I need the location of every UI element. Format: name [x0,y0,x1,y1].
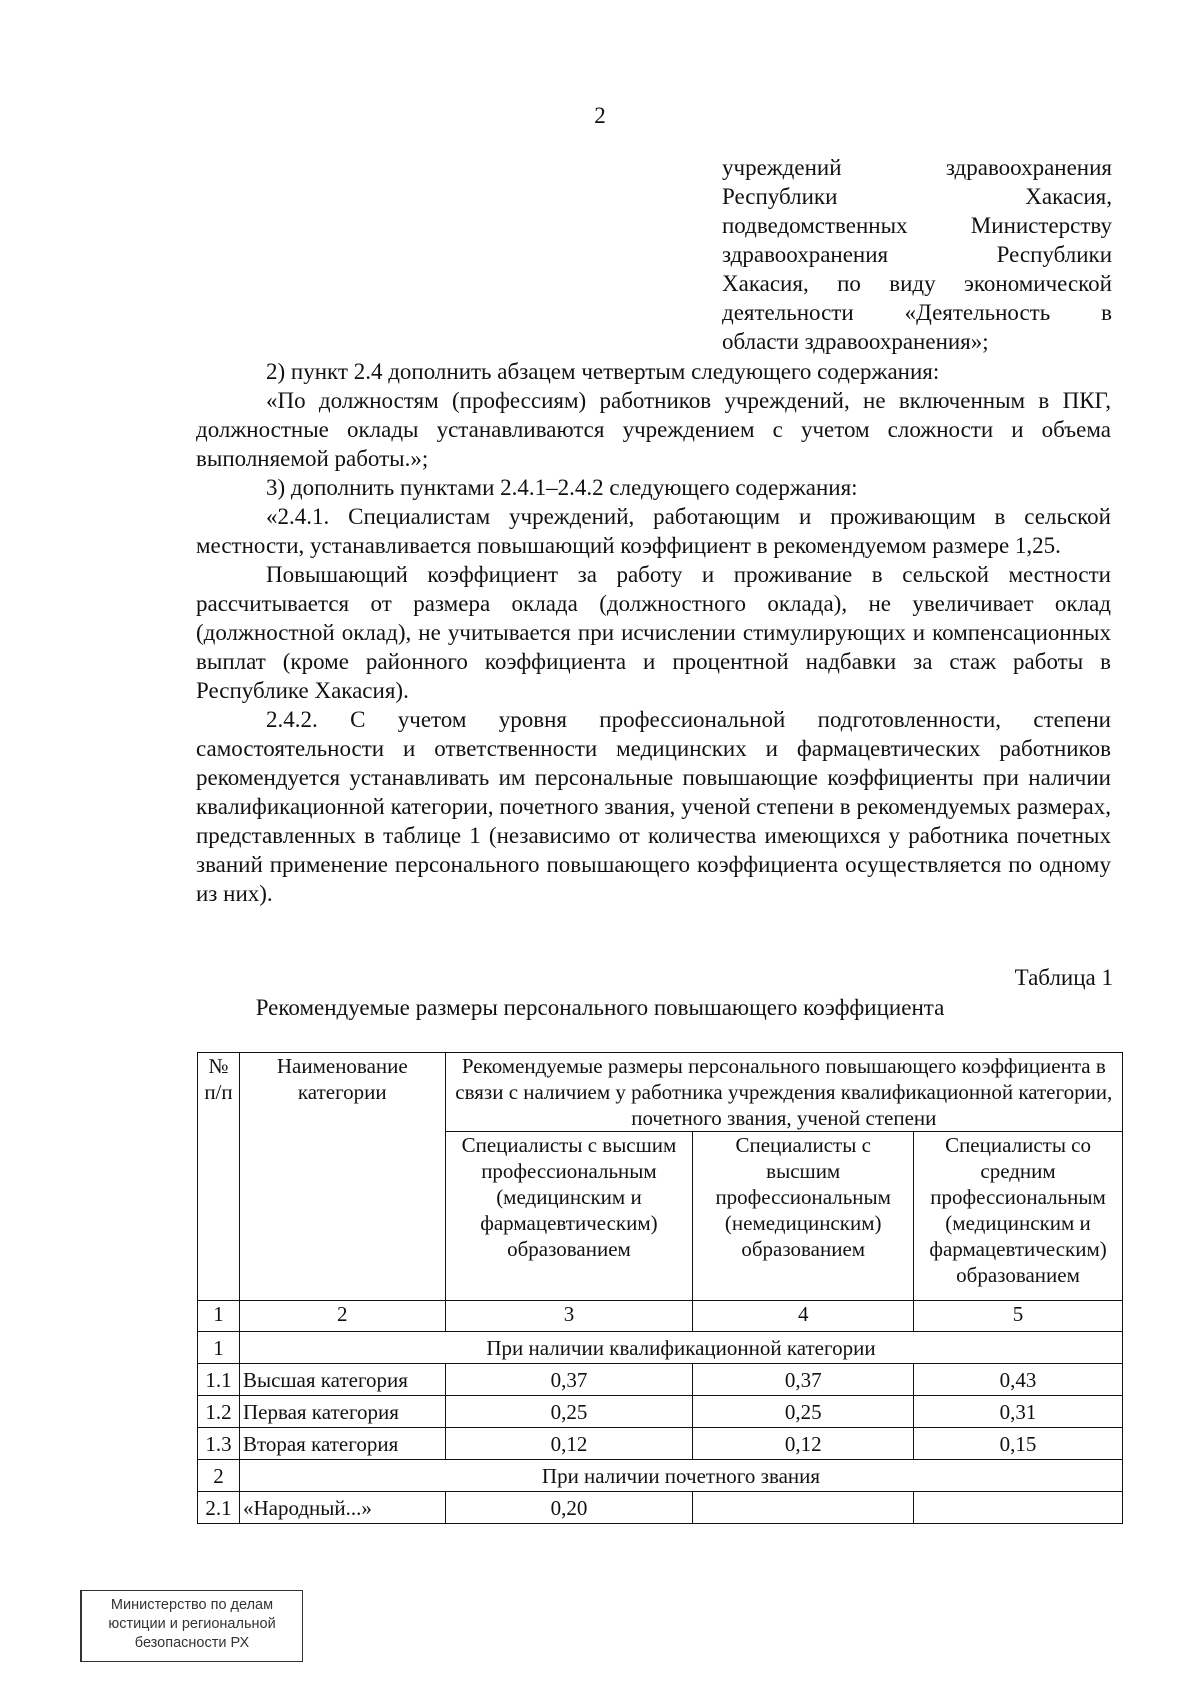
table-header-row [198,1053,1123,1132]
row-value: 0,25 [693,1396,914,1428]
row-value: 0,15 [914,1428,1123,1460]
table-row [198,1396,1123,1428]
table-index-row [198,1301,1123,1332]
header-col4: Специалисты с высшим профессиональным (немедицинским) образованием [693,1132,914,1301]
header-num: № п/п [198,1053,240,1301]
ministry-stamp [80,1590,303,1662]
table-section-row [198,1460,1123,1492]
row-value: 0,12 [445,1428,693,1460]
section-num: 1 [198,1332,240,1364]
row-value: 0,31 [914,1396,1123,1428]
paragraph: «2.4.1. Специалистам учреждений, работающим и проживающим в сельской местности, устанавливается повышающий коэффициент в рекомендуемом размере 1,25. [196,504,1111,558]
table-label: Таблица 1 [1014,965,1113,990]
index-cell: 4 [693,1301,914,1332]
coefficients-table [197,1052,1123,1524]
stamp-line: Министерство по делам [110,1597,274,1613]
header-line: Республики Хакасия, [722,184,1112,209]
paragraph: «По должностям (профессиям) работников учреждений, не включенным в ПКГ, должностные оклады устанавливаются учреждением с учетом сложности и объема выполняемой работы.»; [196,388,1111,471]
header-line: подведомственных Министерству [722,213,1112,238]
row-name: Вторая категория [239,1428,445,1460]
header-name: Наименование категории [239,1053,445,1301]
row-num: 1.1 [198,1364,240,1396]
row-name: «Народный...» [239,1492,445,1524]
header-line: области здравоохранения»; [722,329,989,354]
row-value: 0,20 [445,1492,693,1524]
row-name: Первая категория [239,1396,445,1428]
row-value: 0,43 [914,1364,1123,1396]
row-value [914,1492,1123,1524]
row-value: 0,12 [693,1428,914,1460]
index-cell: 5 [914,1301,1123,1332]
row-value: 0,37 [693,1364,914,1396]
paragraph: 2.4.2. С учетом уровня профессиональной подготовленности, степени самостоятельности и ответственности медицинских и фармацевтических работников рекомендуется устанавливать им персональные повышающие коэффициенты при наличии квалификационной категории, почетного звания, ученой степени в рекомендуемых размерах, представленных в таблице 1 (независимо от количества имеющихся у работника почетных званий применение персонального повышающего коэффициента осуществляется по одному из них). [196,707,1111,906]
section-num: 2 [198,1460,240,1492]
index-cell: 1 [198,1301,240,1332]
index-cell: 2 [239,1301,445,1332]
stamp-line: юстиции и региональной [108,1616,276,1632]
header-col5: Специалисты со средним профессиональным (медицинским и фармацевтическим) образованием [914,1132,1123,1301]
paragraph: 3) дополнить пунктами 2.4.1–2.4.2 следующего содержания: [266,475,858,500]
table-row [198,1492,1123,1524]
table-section-row [198,1332,1123,1364]
row-num: 1.3 [198,1428,240,1460]
section-title: При наличии квалификационной категории [239,1332,1122,1364]
header-line: здравоохранения Республики [722,242,1112,267]
header-group: Рекомендуемые размеры персонального повышающего коэффициента в связи с наличием у работника учреждения квалификационной категории, почетного звания, ученой степени [445,1053,1122,1132]
row-name: Высшая категория [239,1364,445,1396]
header-line: Хакасия, по виду экономической [722,271,1112,296]
header-line: учреждений здравоохранения [722,155,1112,180]
table-row [198,1364,1123,1396]
document-body [196,357,1111,908]
page-number: 2 [594,103,606,128]
index-cell: 3 [445,1301,693,1332]
section-title: При наличии почетного звания [239,1460,1122,1492]
paragraph: 2) пункт 2.4 дополнить абзацем четвертым следующего содержания: [266,359,940,384]
table-row [198,1428,1123,1460]
header-line: деятельности «Деятельность в [722,300,1112,325]
stamp-line: безопасности РХ [134,1635,250,1651]
header-col3: Специалисты с высшим профессиональным (медицинским и фармацевтическим) образованием [445,1132,693,1301]
paragraph: Повышающий коэффициент за работу и проживание в сельской местности рассчитывается от размера оклада (должностного оклада), не увеличивает оклад (должностной оклад), не учитывается при исчислении стимулирующих и компенсационных выплат (кроме районного коэффициента и процентной надбавки за стаж работы в Республике Хакасия). [196,562,1111,703]
row-num: 1.2 [198,1396,240,1428]
table-title: Рекомендуемые размеры персонального повышающего коэффициента [255,995,945,1020]
row-value [693,1492,914,1524]
row-num: 2.1 [198,1492,240,1524]
row-value: 0,37 [445,1364,693,1396]
row-value: 0,25 [445,1396,693,1428]
document-header-block [722,153,1112,356]
